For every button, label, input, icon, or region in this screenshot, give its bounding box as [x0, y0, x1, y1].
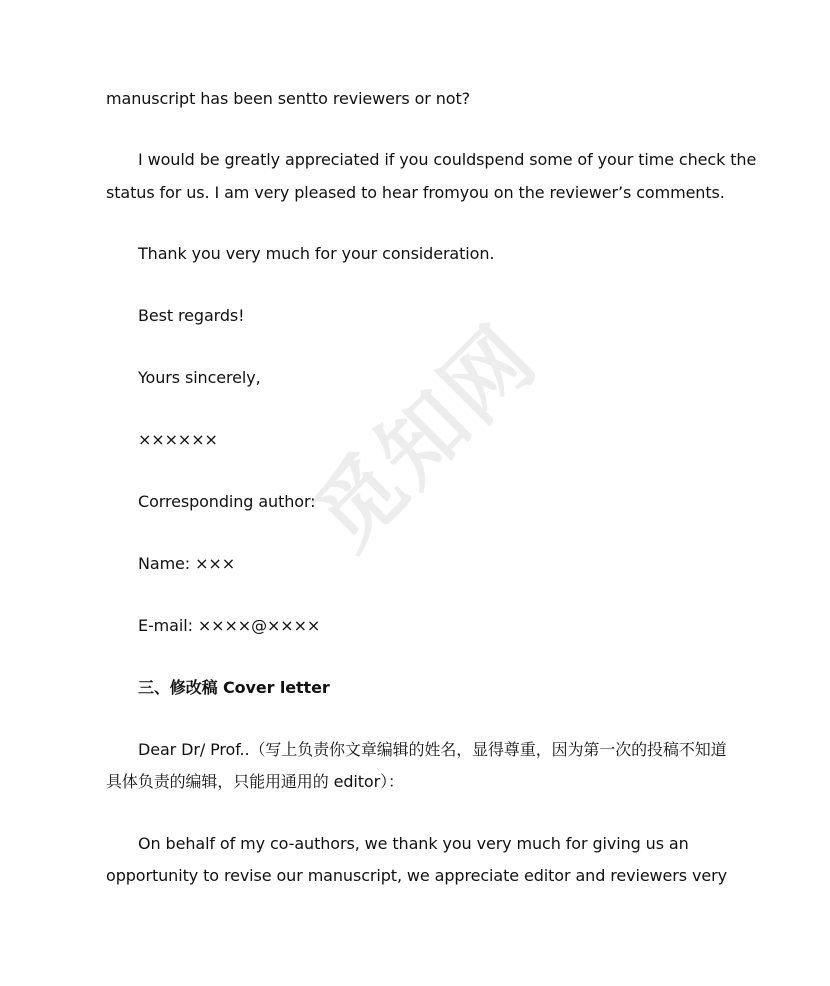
- paragraph-line: opportunity to revise our manuscript, we appreciate editor and reviewers very: [106, 866, 727, 885]
- author-email-line: E-mail: ××××@××××: [138, 616, 321, 635]
- closing-line: Best regards!: [138, 306, 245, 325]
- paragraph-line: Dear Dr/ Prof..（写上负责你文章编辑的姓名，显得尊重，因为第一次的投稿不知道: [138, 740, 727, 759]
- author-name-line: Name: ×××: [138, 554, 235, 573]
- watermark: 觅知网: [294, 306, 557, 569]
- corresponding-author-label: Corresponding author:: [138, 492, 316, 511]
- closing-line: Yours sincerely,: [138, 368, 261, 387]
- paragraph-line: On behalf of my co-authors, we thank you very much for giving us an: [138, 834, 689, 853]
- signature-placeholder: ××××××: [138, 430, 218, 449]
- paragraph-line: I would be greatly appreciated if you couldspend some of your time check the: [138, 150, 757, 169]
- paragraph-line: 具体负责的编辑，只能用通用的 editor）：: [106, 772, 404, 791]
- section-heading: 三、修改稿 Cover letter: [138, 678, 330, 697]
- paragraph-line: manuscript has been sentto reviewers or not?: [106, 89, 471, 108]
- paragraph-line: status for us. I am very pleased to hear fromyou on the reviewer’s comments.: [106, 183, 725, 202]
- paragraph-line: Thank you very much for your consideration.: [138, 244, 495, 263]
